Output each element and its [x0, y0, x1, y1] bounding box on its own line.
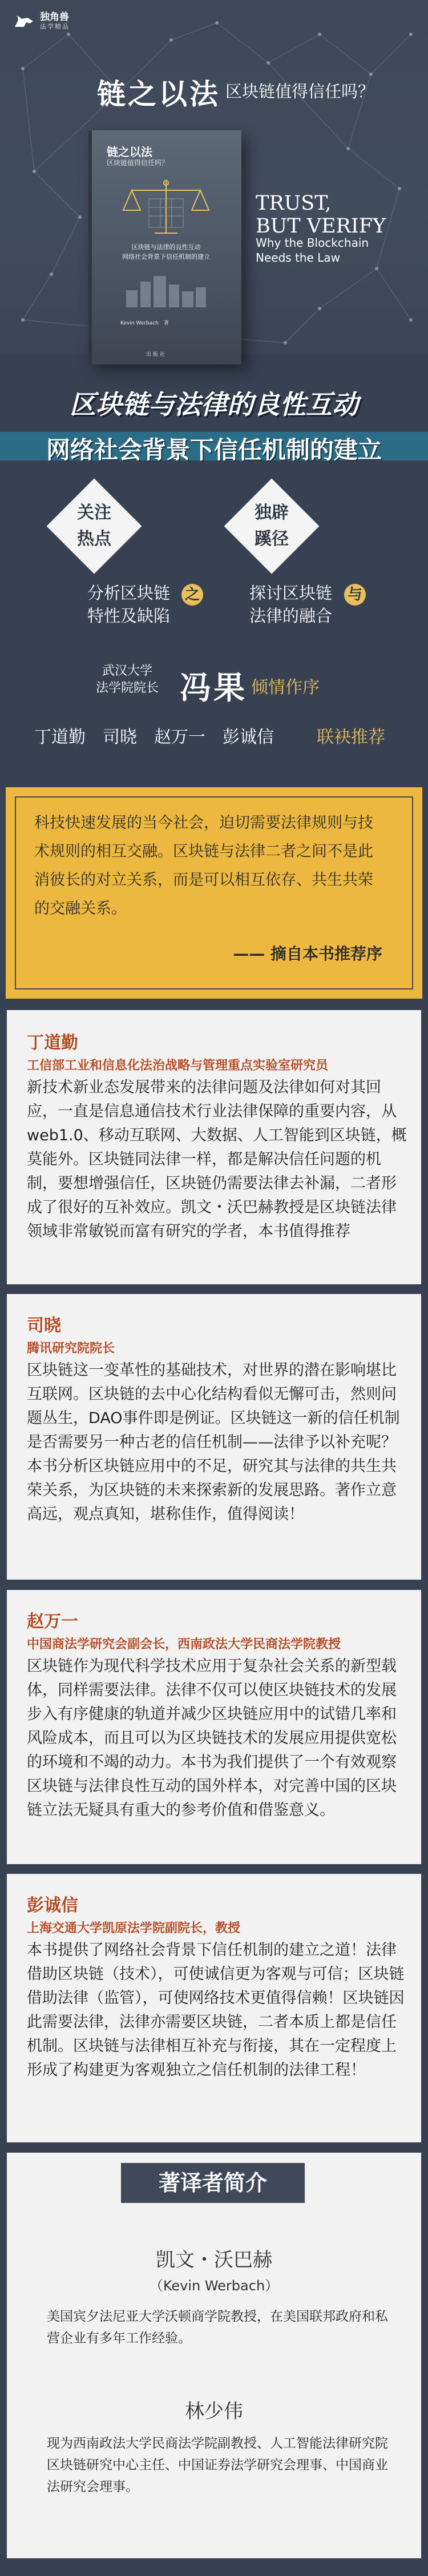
feature-2-heading	[224, 479, 320, 574]
network-node	[409, 33, 413, 36]
recommendation-card	[7, 1010, 421, 1284]
network-node	[369, 73, 373, 76]
book-blurb: 区块链与法律的良性互动 网络社会背景下信任机制的建立	[122, 243, 210, 261]
network-node	[398, 187, 401, 190]
network-line	[320, 269, 377, 309]
feature-1-connector: 之	[181, 584, 203, 606]
headline-line2: 网络社会背景下信任机制的建立	[46, 436, 382, 464]
network-node	[169, 38, 173, 42]
book-author: Kevin Werbach 著	[120, 321, 169, 326]
network-node	[409, 318, 413, 322]
translator-section	[7, 2153, 421, 2558]
translator-name: 林少伟	[185, 2400, 243, 2423]
recommendation-card	[7, 1590, 421, 1864]
unicorn-icon	[13, 13, 35, 29]
network-line	[23, 274, 51, 320]
rec-name: 司晓	[27, 1316, 61, 1336]
english-title: TRUST, BUT VERIFY	[256, 192, 386, 238]
network-line	[34, 171, 80, 217]
rec-title: 工信部工业和信息化法治战略与管理重点实验室研究员	[27, 1059, 329, 1073]
book-cover	[88, 130, 241, 364]
network-node	[346, 147, 350, 150]
recommender-names: 丁道勤 司晓 赵万一 彭诚信	[34, 727, 274, 747]
network-node	[375, 267, 378, 270]
network-node	[318, 33, 321, 36]
rec-text: 区块链这一变革性的基础技术，对世界的潜在影响堪比互联网。区块链的去中心化结构看似无懈可击，然则问题丛生，DAO事件即是例证。区块链这一新的信任机制是否需要另一种古老的信任机制——法律予以补充呢？本书分析区块链应用中的不足，研究其与法律的共生共荣关系，为区块链的未来探索新的发展思路。著作立意高远，观点真知，堪称佳作，值得阅读！	[27, 1361, 400, 1523]
translator-bio: 现为西南政法大学民商法学院副教授、人工智能法律研究院区块链研究中心主任、中国证券法学研究会理事、中国商业法研究会理事。	[47, 2436, 388, 2494]
quote-source: —— 摘自本书推荐序	[233, 944, 382, 963]
network-node	[67, 33, 70, 36]
rec-title: 中国商法学研究会副会长，西南政法大学民商法学院教授	[27, 1637, 341, 1652]
network-line	[377, 269, 411, 320]
headline-line1: 区块链与法律的良性互动	[70, 389, 358, 420]
network-line	[268, 34, 320, 63]
recommendation-card	[7, 1294, 421, 1580]
network-node	[33, 170, 36, 173]
feature-2-text: 探讨区块链 法律的融合	[249, 583, 333, 626]
book-publisher: 出 版 社	[146, 352, 165, 358]
preface-author-label: 武汉大学 法学院院长	[96, 664, 159, 695]
network-line	[348, 149, 399, 189]
publisher-logo	[13, 11, 70, 31]
rec-text: 本书提供了网络社会背景下信任机制的建立之道！法律借助区块链（技术），可使诚信更为客观与可信；区块链借助法律（监管），可使网络技术更值得信赖！区块链因此需要法律，法律亦需要区块链，二者本质上都是信任机制。区块链与法律相互补充与衔接，其在一定程度上形成了构建更为客观独立之信任机制的法律工程！	[27, 1941, 405, 2079]
rec-name: 赵万一	[27, 1612, 78, 1632]
headline-band	[0, 428, 428, 464]
feature-2-heading-text: 独辟 蹊径	[255, 503, 289, 549]
quote-text: 科技快速发展的当今社会，迫切需要法律规则与技术规则的相互交融。区块链与法律二者之间不是此消彼长的对立关系，而是可以相互依存、共生共荣的交融关系。	[34, 814, 373, 918]
main-subtitle: 区块链值得信任吗？	[225, 82, 375, 101]
network-line	[171, 23, 217, 40]
feature-1-heading	[47, 479, 142, 574]
building-icon	[126, 273, 206, 307]
network-line	[268, 63, 348, 149]
quote-box	[6, 787, 422, 999]
book-title: 链之以法	[107, 145, 152, 159]
rec-title: 上海交通大学凯原法学院副院长，教授	[27, 1921, 241, 1936]
network-node	[50, 273, 53, 276]
rec-name: 彭诚信	[27, 1896, 78, 1916]
preface-action: 倾情作序	[251, 678, 320, 698]
network-node	[215, 21, 219, 25]
network-line	[23, 34, 68, 69]
translator-heading: 著译者简介	[121, 2163, 305, 2203]
network-line	[23, 69, 34, 171]
network-node	[78, 215, 82, 219]
network-line	[51, 217, 80, 274]
network-line	[285, 309, 320, 343]
translator-name: 凯文・沃巴赫	[156, 2249, 272, 2271]
book-subtitle: 区块链值得信任吗？	[107, 159, 169, 167]
rec-title: 腾讯研究院院长	[27, 1341, 115, 1356]
feature-1-heading-text: 关注 热点	[77, 503, 111, 549]
network-node	[21, 318, 25, 322]
rec-text: 区块链作为现代科学技术应用于复杂社会关系的新型载体，同样需要法律。法律不仅可以使区块链技术的发展步入有序健康的轨道并减少区块链应用中的试错几率和风险成本，而且可以为区块链技术的发展应用提供宽松的环境和不竭的动力。本书为我们提供了一个有效观察区块链与法律良性互动的国外样本，对完善中国的区块链立法无疑具有重大的参考价值和借鉴意义。	[27, 1657, 397, 1819]
feature-1-text: 分析区块链 特性及缺陷	[87, 583, 171, 626]
feature-2-connector: 与	[344, 584, 366, 606]
translator-english-name: （Kevin Werbach）	[149, 2278, 279, 2294]
logo-name: 独角兽	[40, 11, 69, 23]
network-node	[318, 307, 321, 310]
rec-text: 新技术新业态发展带来的法律问题及法律如何对其回应，一直是信息通信技术行业法律保障的重要内容，从web1.0、移动互联网、大数据、人工智能到区块链，概莫能外。区块链同法律一样，都是解决信任问题的机制，要想增强信任，区块链仍需要法律去补漏，二者形成了很好的互补效应。凯文・沃巴赫教授是区块链法律领域非常敏锐而富有研究的学者，本书值得推荐	[27, 1079, 407, 1240]
network-node	[267, 61, 270, 65]
network-node	[284, 341, 287, 344]
main-title: 链之以法	[97, 77, 220, 111]
network-line	[320, 34, 371, 74]
network-node	[21, 67, 25, 70]
translator-bio: 美国宾夕法尼亚大学沃顿商学院教授，在美国联邦政府和私营企业有多年工作经验。	[47, 2309, 388, 2346]
hero-section	[0, 0, 428, 358]
preface-author-name: 冯果	[180, 669, 248, 706]
english-subtitle: Why the Blockchain Needs the Law	[256, 236, 369, 265]
rec-name: 丁道勤	[27, 1033, 78, 1053]
recommend-action: 联袂推荐	[317, 727, 385, 747]
logo-sub: 法学精品	[40, 23, 70, 30]
network-line	[217, 23, 268, 63]
scales-icon	[115, 176, 217, 239]
network-line	[371, 34, 411, 74]
recommendation-card	[7, 1874, 421, 2142]
